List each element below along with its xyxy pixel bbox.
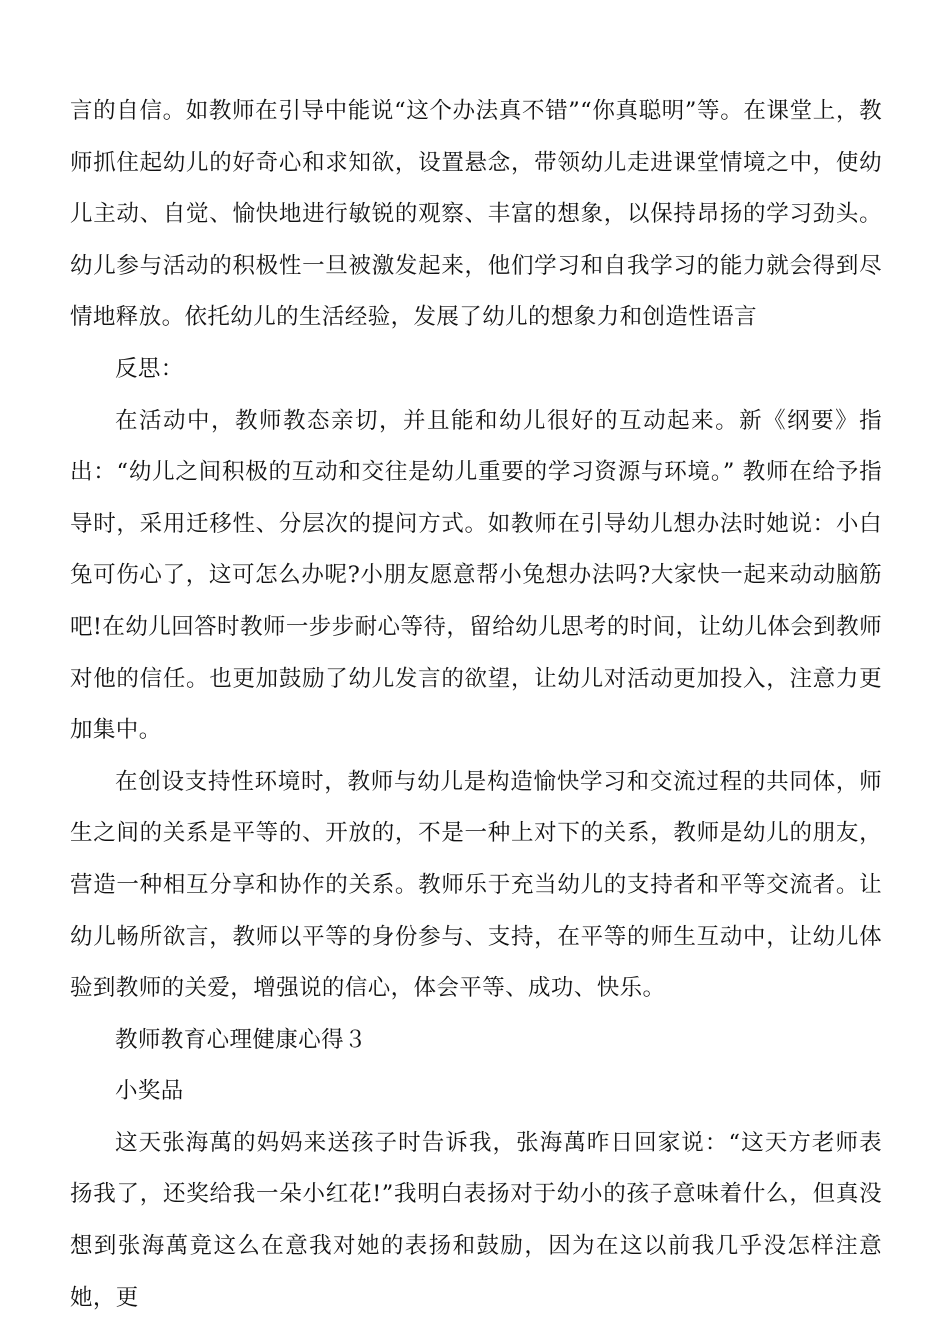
paragraph-reflection-heading: 反思：	[115, 355, 184, 382]
section-heading: 教师教育心理健康心得３	[115, 1026, 367, 1053]
paragraph-1: 言的自信。如教师在引导中能说“这个办法真不错”“你真聪明”等。在课堂上，教师抓住起幼儿的好奇心和求知欲，设置悬念，带领幼儿走进课堂情境之中，使幼儿主动、自觉、愉快地进行敏锐的观察、丰富的想象，以保持昂扬的学习劲头。幼儿参与活动的积极性一旦被激发起来，他们学习和自我学习的能力就会得到尽情地释放。依托幼儿的生活经验，发展了幼儿的想象力和创造性语言	[70, 98, 882, 331]
paragraph-3: 在创设支持性环境时，教师与幼儿是构造愉快学习和交流过程的共同体，师生之间的关系是平等的、开放的，不是一种上对下的关系，教师是幼儿的朋友，营造一种相互分享和协作的关系。教师乐于充当幼儿的支持者和平等交流者。让幼儿畅所欲言，教师以平等的身份参与、支持，在平等的师生互动中，让幼儿体验到教师的关爱，增强说的信心，体会平等、成功、快乐。	[70, 768, 882, 1002]
subsection-heading: 小奖品	[115, 1078, 184, 1105]
document-body	[70, 86, 882, 1324]
paragraph-2: 在活动中，教师教态亲切，并且能和幼儿很好的互动起来。新《纲要》指出：“幼儿之间积极的互动和交往是幼儿重要的学习资源与环境。” 教师在给予指导时，采用迁移性、分层次的提问方式。如教师在引导幼儿想办法时她说：小白兔可伤心了，这可怎么办呢?小朋友愿意帮小兔想办法吗?大家快一起来动动脑筋吧!在幼儿回答时教师一步步耐心等待，留给幼儿思考的时间，让幼儿体会到教师对他的信任。也更加鼓励了幼儿发言的欲望，让幼儿对活动更加投入，注意力更加集中。	[70, 407, 882, 744]
paragraph-4: 这天张海萬的妈妈来送孩子时告诉我，张海萬昨日回家说：“这天方老师表扬我了，还奖给我一朵小红花!”我明白表扬对于幼小的孩子意味着什么，但真没想到张海萬竟这么在意我对她的表扬和鼓励，因为在这以前我几乎没怎样注意她，更	[70, 1129, 882, 1311]
